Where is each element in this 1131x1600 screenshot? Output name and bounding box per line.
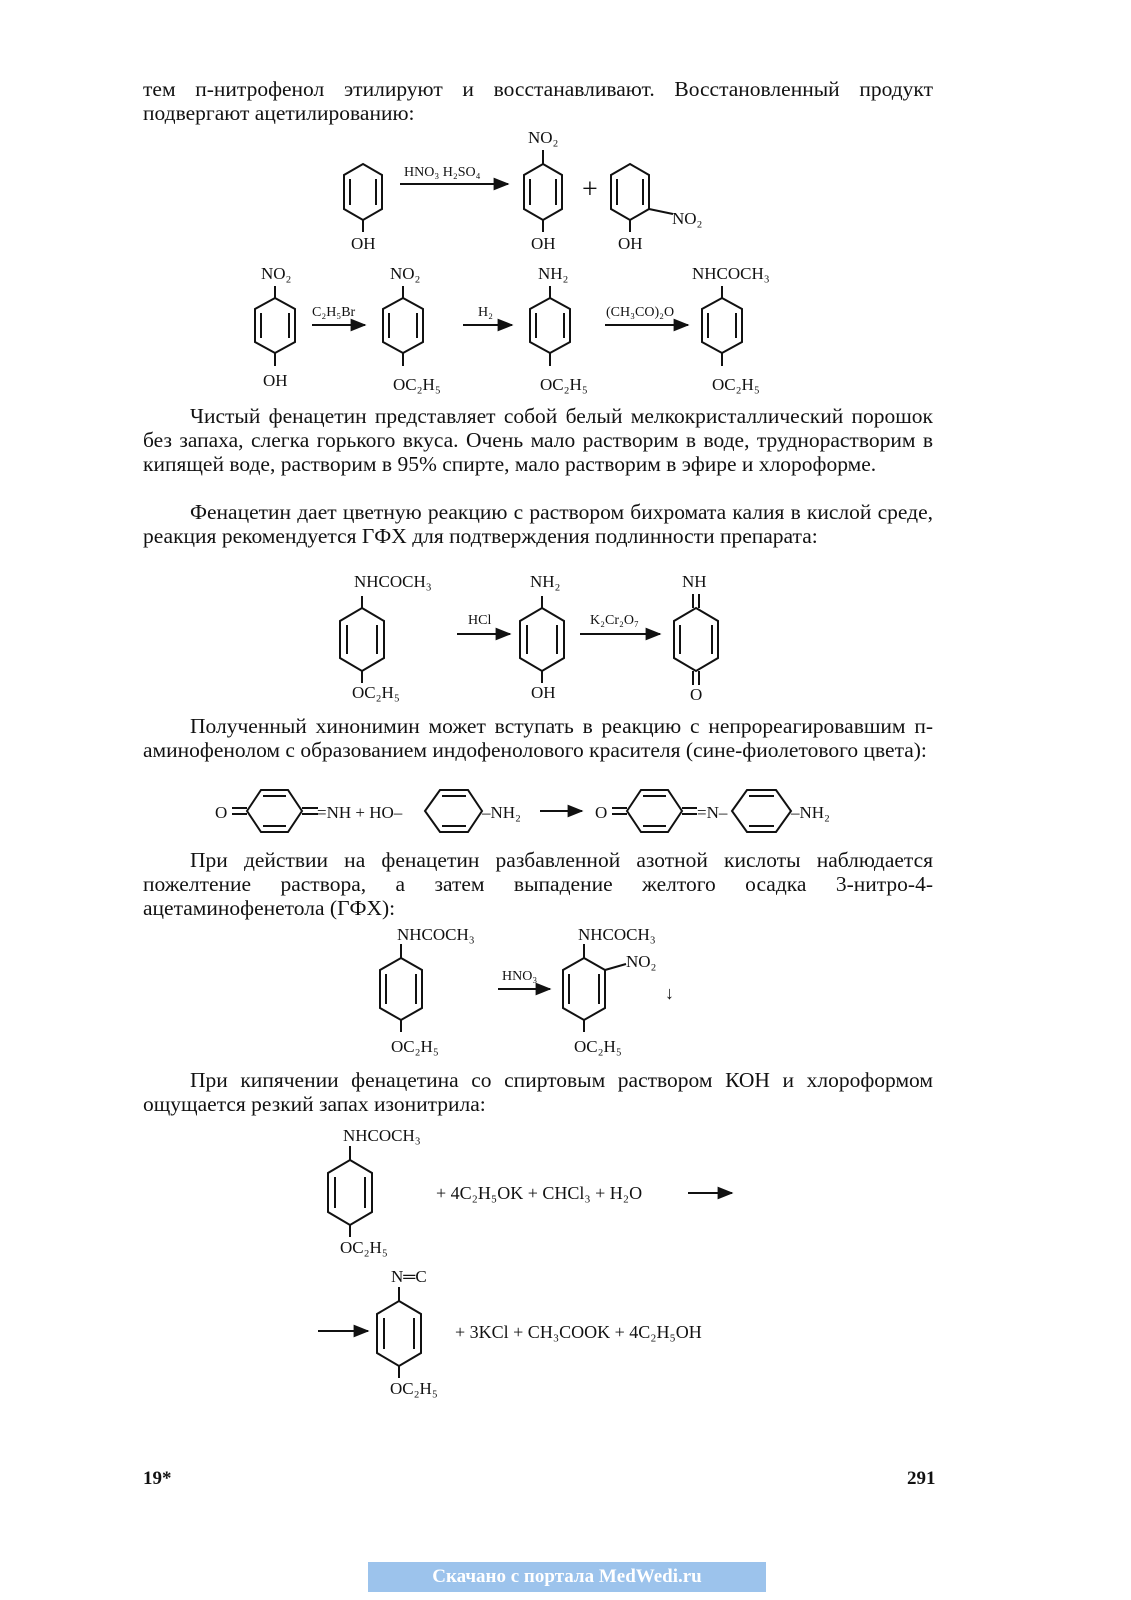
reagent-dichromate: K₂Cr₂O₇: [590, 613, 639, 628]
label-oet-3: OC₂H₅: [712, 375, 760, 394]
label-nh2-s3: NH₂: [530, 572, 561, 591]
paragraph-nitric-acid: При действии на фенацетин разбавленной азотной кислоты наблюдается пожелтение раствора, а затем выпадение желтого осадка 3-нитро-4-ацетаминофенетола (ГФХ):: [143, 848, 933, 920]
page-signature: 19*: [143, 1468, 172, 1489]
ring-quinonimine: [674, 608, 718, 671]
equation-products: + 3KCl + CH₃COOK + 4C₂H₅OH: [455, 1322, 702, 1342]
paragraph-quinonimine: Полученный хинонимин может вступать в реакцию с непрореагировавшим п-аминофенолом с образованием индофенолового красителя (сине-фиолетового цвета):: [143, 714, 933, 762]
label-oh-ortho: OH: [618, 234, 643, 253]
ring-nitrophenol-2: [255, 298, 295, 353]
label-oet-1: OC₂H₅: [393, 375, 441, 394]
label-nhcoch3-s5a: NHCOCH₃: [397, 925, 475, 944]
label-nhcoch3-s6: NHCOCH₃: [343, 1126, 421, 1145]
label-oet-2: OC₂H₅: [540, 375, 588, 394]
ring-phenol: [344, 164, 382, 220]
label-oh-s3: OH: [531, 683, 556, 702]
label-oet-s6b: OC₂H₅: [390, 1379, 438, 1398]
ring-phenacetin-2: [340, 608, 384, 671]
label-oet-s5b: OC₂H₅: [574, 1037, 622, 1056]
reagent-acetic-anhydride: (CH₃CO)₂O: [606, 305, 675, 320]
label-o-dye-2: O: [595, 803, 608, 822]
label-o-dye-1: O: [215, 803, 228, 822]
label-no2-s5: NO₂: [626, 952, 657, 971]
label-n-bridge: =N–: [697, 803, 728, 822]
label-no2-a: NO₂: [261, 264, 292, 283]
ring-quinonimine-horizontal: [247, 790, 302, 832]
label-nh-s3: NH: [682, 572, 707, 591]
reagent-hcl: HCl: [468, 613, 492, 628]
label-oet-s6a: OC₂H₅: [340, 1238, 388, 1257]
equation-reagents: + 4C₂H₅OK + CHCl₃ + H₂O: [436, 1183, 643, 1203]
paragraph-description: Чистый фенацетин представляет собой белый мелкокристаллический порошок без запаха, слегка горького вкуса. Очень мало растворим в воде, труднорастворим в кипящей воде, растворим в 95% спирте, мало растворим в эфире и хлороформе.: [143, 404, 933, 476]
ring-dye-quinoid: [627, 790, 682, 832]
precipitate-arrow: ↓: [665, 983, 674, 1003]
ring-dye-aromatic: [732, 790, 791, 832]
ring-nitrophenetole: [383, 298, 423, 353]
ring-nitro-phenacetin: [563, 958, 605, 1020]
label-nh-plus-ho: =NH + HO–: [317, 803, 403, 822]
reagent-nitric-acid: HNO₃: [502, 969, 538, 984]
ring-o-nitrophenol: [611, 164, 649, 220]
label-nhcoch3-s3: NHCOCH₃: [354, 572, 432, 591]
label-oh-phenol: OH: [351, 234, 376, 253]
ring-aminophenol: [520, 608, 564, 671]
ring-isonitrile: [377, 1301, 421, 1366]
label-no2-ortho: NO₂: [672, 209, 703, 228]
ring-aminophenol-horizontal: [425, 790, 482, 832]
reagent-hydrogen: H₂: [478, 305, 493, 320]
label-no2-b: NO₂: [390, 264, 421, 283]
label-isonitrile-group: N═C: [391, 1267, 427, 1286]
label-oet-s3: OC₂H₅: [352, 683, 400, 702]
ring-phenacetin-4: [328, 1160, 372, 1225]
ring-p-nitrophenol: [524, 164, 562, 220]
page-number: 291: [907, 1468, 936, 1489]
label-oh-s2: OH: [263, 371, 288, 390]
paragraph-dichromate: Фенацетин дает цветную реакцию с раствором бихромата калия в кислой среде, реакция рекомендуется ГФХ для подтверждения подлинности препарата:: [143, 500, 933, 548]
label-oet-s5a: OC₂H₅: [391, 1037, 439, 1056]
paragraph-intro: тем п-нитрофенол этилируют и восстанавливают. Восстановленный продукт подвергают ацетилированию:: [143, 77, 933, 125]
reagent-ethyl-bromide: C₂H₅Br: [312, 305, 356, 320]
label-oh-para: OH: [531, 234, 556, 253]
plus-sign: +: [582, 174, 598, 205]
label-nh2-dye-1: –NH₂: [482, 803, 521, 822]
ring-phenacetin-1: [702, 298, 742, 353]
watermark-banner: Скачано с портала MedWedi.ru: [368, 1562, 766, 1592]
label-o-s3: O: [690, 685, 703, 704]
label-nh2-s2: NH₂: [538, 264, 569, 283]
label-nhcoch3-s2: NHCOCH₃: [692, 264, 770, 283]
label-nhcoch3-s5b: NHCOCH₃: [578, 925, 656, 944]
label-no2-para: NO₂: [528, 128, 559, 147]
reagent-nitrating-mix: HNO₃ H₂SO₄: [404, 165, 481, 180]
ring-phenacetin-3: [380, 958, 422, 1020]
paragraph-isonitrile: При кипячении фенацетина со спиртовым раствором КОН и хлороформом ощущается резкий запах изонитрила:: [143, 1068, 933, 1116]
label-nh2-dye-2: –NH₂: [791, 803, 830, 822]
ring-phenetidine: [530, 298, 570, 353]
